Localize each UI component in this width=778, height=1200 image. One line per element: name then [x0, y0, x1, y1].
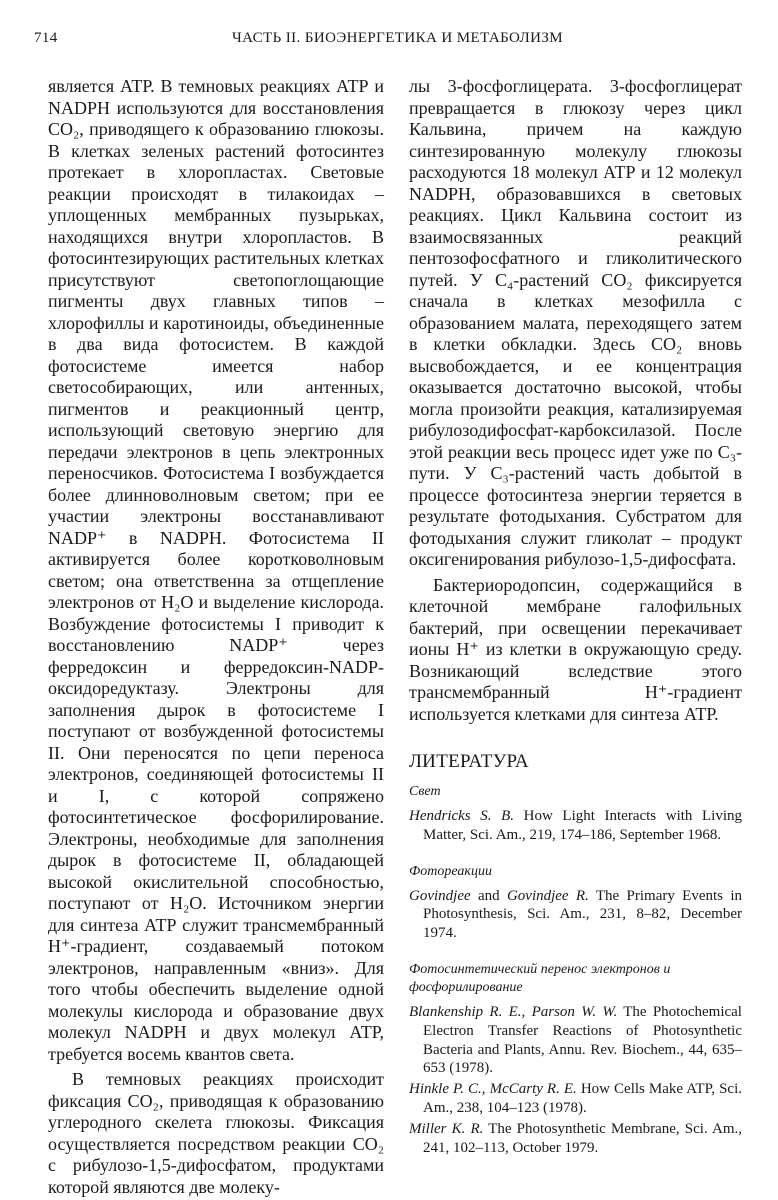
- reference-authors: Blankenship R. E., Parson W. W.: [409, 1003, 618, 1020]
- left-column: [48, 76, 384, 1198]
- body-paragraph: В темновых реакциях происходит фиксация CO₂, приводящая к образованию углеродного скелета глюкозы. Фиксация осуществляется посредством реакции CO₂ с рибулозо-1,5-дифосфатом, продуктами которой являются две молеку-: [48, 1069, 384, 1197]
- reference-authors: Hinkle P. C., McCarty R. E.: [409, 1081, 577, 1098]
- reference-entry: [409, 1120, 742, 1158]
- reference-text: How Light Interacts with Living Matter, Sci. Am., 219, 174–186, September 1968.: [423, 808, 743, 843]
- reference-entry: [409, 887, 742, 943]
- body-paragraph: лы 3-фосфоглицерата. 3-фосфоглицерат превращается в глюкозу через цикл Кальвина, причем на каждую синтезированную молекулу глюкозы расходуются 18 молекул АТР и 12 молекул NADPH, образовавшихся в световых реакциях. Цикл Кальвина состоит из взаимосвязанных реакций пентозофосфатного и гликолитического путей. У C₄-растений CO₂ фиксируется сначала в клетках мезофилла с образованием малата, переходящего затем в клетки обкладки. Здесь CO₂ вновь высвобождается, и ее концентрация оказывается достаточно высокой, чтобы могла произойти реакция, катализируемая рибулозодифосфат-карбоксилазой. После этой реакции весь процесс идет уже по C₃-пути. У C₃-растений часть добытой в процессе фотосинтеза энергии теряется в результате фотодыхания. Субстратом для фотодыхания служит гликолат – продукт оксигенирования рибулозо-1,5-дифосфата.: [409, 76, 742, 569]
- right-column: [409, 76, 742, 1175]
- reference-authors: Govindjee R.: [506, 887, 589, 904]
- running-header: [34, 30, 744, 56]
- reference-section: [409, 961, 742, 1157]
- reference-entry: [409, 1003, 742, 1078]
- body-paragraph: является АТР. В темновых реакциях АТР и NADPH используются для восстановления CO₂, приводящего к образованию глюкозы. В клетках зеленых растений фотосинтез протекает в хлоропластах. Световые реакции происходят в тилакоидах – уплощенных мембранных пузырьках, находящихся внутри хлоропластов. В фотосинтезирующих растительных клетках присутствуют светопоглощающие пигменты двух главных типов – хлорофиллы и каротиноиды, объединенные в два вида фотосистем. В каждой фотосистеме имеется набор светособирающих, или антенных, пигментов и реакционный центр, использующий световую энергию для передачи электронов в цепь электронных переносчиков. Фотосистема I возбуждается более длинноволновым светом; при ее участии электроны восстанавливают NADP⁺ в NADPH. Фотосистема II активируется более коротковолновым светом; она ответственна за отщепление электронов от H₂O и выделение кислорода. Возбуждение фотосистемы I приводит к восстановлению NADP⁺ через ферредоксин и ферредоксин-NADP-оксидоредуктазу. Электроны для заполнения дырок в фотосистеме I поступают от возбужденной фотосистемы II. Они переносятся по цепи переноса электронов, соединяющей фотосистемы II и I, с которой сопряжено фотосинтетическое фосфорилирование. Электроны, необходимые для заполнения дырок в фотосистеме II, обладающей высокой окислительной способностью, поступают от H₂O. Источником энергии для синтеза АТР служит трансмембранный H⁺-градиент, создаваемый потоком электронов, направленным «вниз». Для того чтобы обеспечить выделение одной молекулы кислорода и образование двух молекул NADPH и двух молекул АТР, требуется восемь квантов света.: [48, 76, 384, 1064]
- reference-section-heading: Свет: [409, 784, 441, 799]
- page-number: 714: [34, 30, 58, 46]
- reference-entry: [409, 807, 742, 845]
- reference-section: [409, 863, 742, 943]
- running-title: ЧАСТЬ II. БИОЭНЕРГЕТИКА И МЕТАБОЛИЗМ: [232, 30, 563, 46]
- reference-section-heading: Фотосинтетический перенос электронов и фосфорилирование: [409, 961, 671, 995]
- reference-section-heading: Фотореакции: [409, 863, 492, 879]
- reference-section: [409, 783, 742, 845]
- reference-authors: Govindjee: [409, 887, 471, 904]
- references-heading: ЛИТЕРАТУРА: [409, 751, 529, 772]
- reference-authors: Hendricks S. B.: [409, 808, 515, 824]
- body-paragraph: Бактериородопсин, содержащийся в клеточной мембране галофильных бактерий, при освещении перекачивает ионы H⁺ из клетки в окружающую среду. Возникающий вследствие этого трансмембранный H⁺-градиент используется клетками для синтеза АТР.: [409, 574, 742, 724]
- reference-text: How Cells Make ATP, Sci. Am., 238, 104–123 (1978).: [423, 1081, 742, 1116]
- reference-entry: [409, 1080, 742, 1118]
- reference-connector: and: [470, 887, 507, 904]
- reference-text: The Primary Events in Photosynthesis, Sci. Am., 231, 8–82, December 1974.: [423, 887, 742, 942]
- reference-text: The Photosynthetic Membrane, Sci. Am., 241, 102–113, October 1979.: [423, 1120, 742, 1156]
- reference-authors: Miller K. R.: [409, 1120, 484, 1137]
- reference-text: The Photochemical Electron Transfer Reactions of Photosynthetic Bacteria and Plants, Annu. Rev. Biochem., 44, 635–653 (1978).: [423, 1003, 742, 1077]
